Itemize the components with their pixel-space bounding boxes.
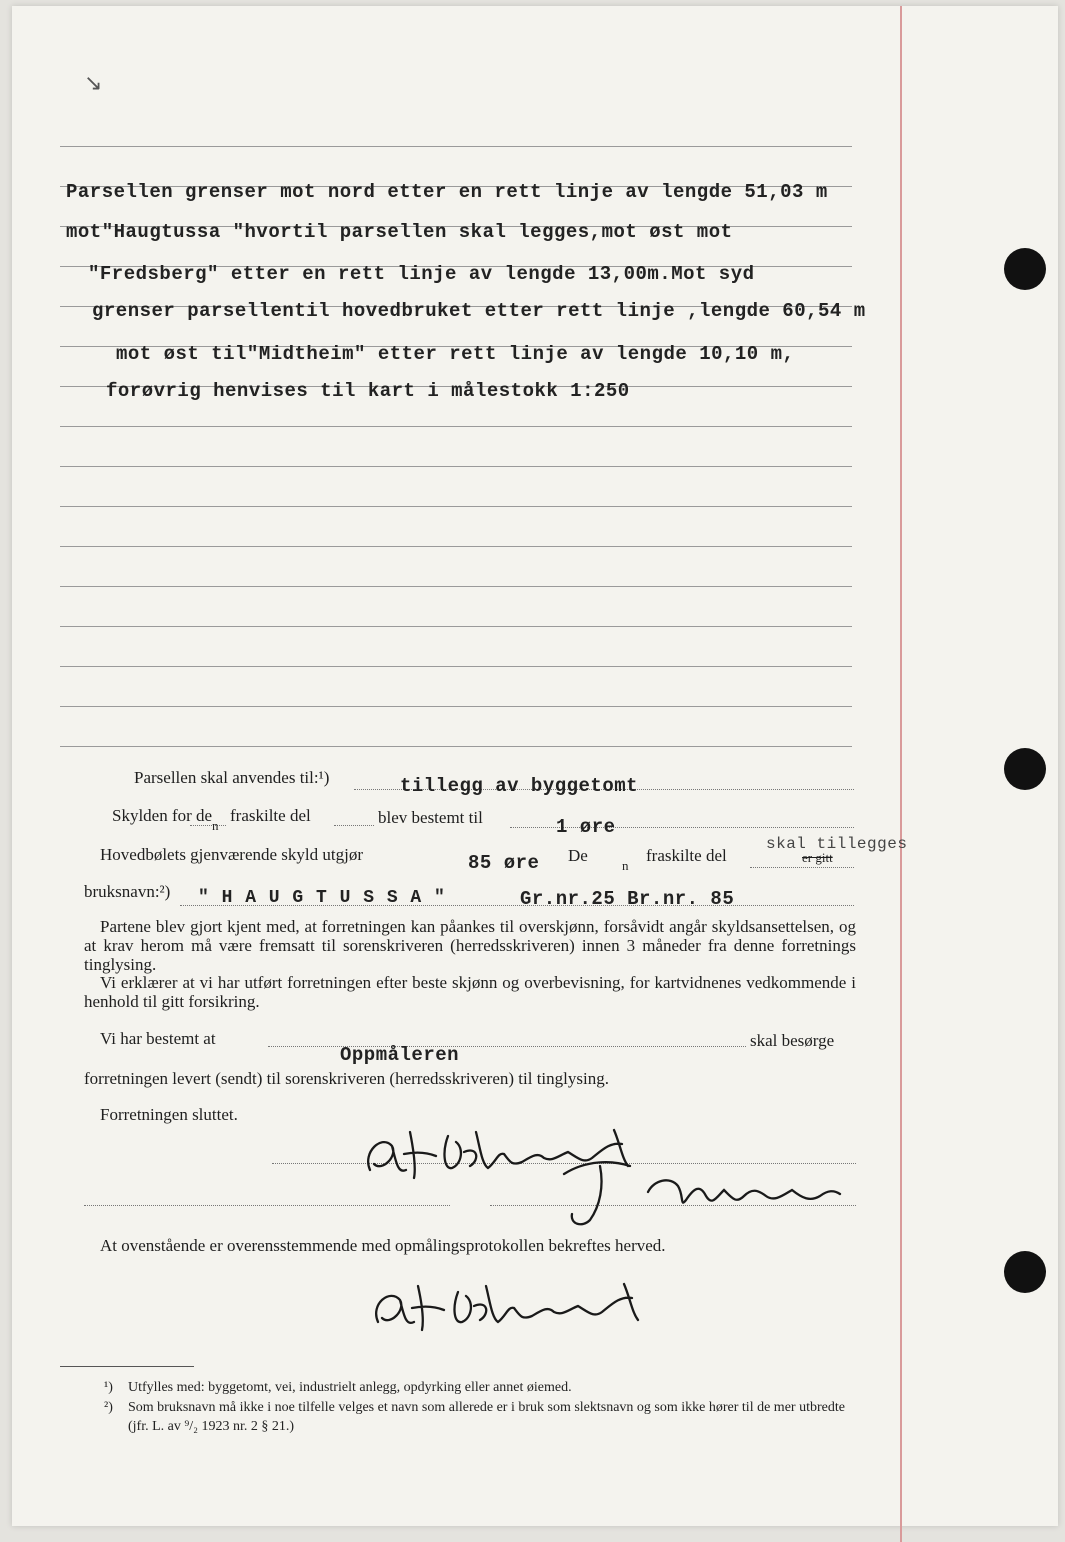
confirmation-text: At ovenstående er overensstemmende med opmålingsprotokollen bekreftes herved. bbox=[100, 1236, 666, 1255]
signature-3 bbox=[362, 1270, 662, 1340]
de-label: De bbox=[568, 846, 588, 865]
er-gitt-label: er gitt bbox=[802, 850, 833, 865]
ruled-line bbox=[60, 546, 852, 547]
typed-line: Parsellen grenser mot nord etter en rett linje av lengde 51,03 m bbox=[66, 181, 828, 203]
skylden-n: n bbox=[212, 818, 219, 833]
anvendes-value: tillegg av byggetomt bbox=[400, 775, 639, 797]
ruled-line bbox=[60, 146, 852, 147]
besorge-label: skal besørge bbox=[750, 1031, 835, 1050]
footnote-1: Utfylles med: byggetomt, vei, industrielt anlegg, opdyrking eller annet øiemed. bbox=[128, 1380, 572, 1395]
binder-hole bbox=[1004, 248, 1046, 290]
binder-hole bbox=[1004, 1251, 1046, 1293]
binder-hole bbox=[1004, 748, 1046, 790]
ruled-line bbox=[60, 666, 852, 667]
red-margin-line bbox=[900, 6, 902, 1542]
typed-line: grenser parsellentil hovedbruket etter rett linje ,lengde 60,54 m bbox=[92, 300, 866, 322]
sluttet-text: Forretningen sluttet. bbox=[100, 1105, 238, 1124]
hovedbol-value: 85 øre bbox=[468, 852, 540, 874]
skal-value: skal tillegges bbox=[766, 835, 908, 853]
bruksnavn-label: bruksnavn:²) bbox=[84, 882, 171, 901]
hovedbol-label: Hovedbølets gjenværende skyld utgjør bbox=[100, 845, 363, 864]
footnote-rule bbox=[60, 1366, 194, 1367]
signature-line bbox=[84, 1204, 450, 1206]
de-n: n bbox=[622, 858, 629, 873]
grnr-value: Gr.nr.25 Br.nr. 85 bbox=[520, 888, 735, 910]
ruled-line bbox=[60, 626, 852, 627]
footnote-2: Som bruksnavn må ikke i noe tilfelle velges et navn som allerede er i bruk som slektsnavn og som ikke hører til de mer utbredte (jfr. L. av ⁹/₂ 1923 nr. 2 § 21.) bbox=[128, 1400, 845, 1434]
ruled-line bbox=[60, 706, 852, 707]
footnote-1-number: ¹) bbox=[104, 1380, 113, 1395]
dotted-fill-line bbox=[334, 824, 374, 826]
bruksnavn-value: " H A U G T U S S A " bbox=[198, 888, 446, 908]
typed-line: mot"Haugtussa "hvortil parsellen skal legges,mot øst mot bbox=[66, 221, 733, 243]
skylden-value: 1 øre bbox=[556, 816, 616, 838]
ruled-line bbox=[60, 506, 852, 507]
fraskilte-label: fraskilte del bbox=[230, 806, 311, 825]
skylden-label: Skylden for de bbox=[112, 806, 213, 825]
bestemt-label: Vi har bestemt at bbox=[100, 1029, 216, 1048]
dotted-fill-line bbox=[750, 866, 854, 868]
typed-line: "Fredsberg" etter en rett linje av lengde 13,00m.Mot syd bbox=[88, 263, 755, 285]
ruled-line bbox=[60, 426, 852, 427]
fraskilte-del-label: fraskilte del bbox=[646, 846, 727, 865]
signature-2 bbox=[556, 1150, 846, 1234]
ruled-line bbox=[60, 746, 852, 747]
ruled-line bbox=[60, 586, 852, 587]
footnote-2-number: ²) bbox=[104, 1400, 113, 1415]
appeal-paragraph: Partene blev gjort kjent med, at forretningen kan påankes til overskjønn, forsåvidt angår skyldsansettelsen, og at krav herom må være fremsatt til sorenskriveren (herredsskriveren) innen 3 måneder fra denne forretnings tinglysing. bbox=[84, 917, 856, 974]
typed-line: mot øst til"Midtheim" etter rett linje av lengde 10,10 m, bbox=[116, 343, 795, 365]
typed-line: forøvrig henvises til kart i målestokk 1:250 bbox=[106, 380, 630, 402]
anvendes-label: Parsellen skal anvendes til:¹) bbox=[134, 768, 330, 787]
forretningen-levert-text: forretningen levert (sendt) til sorenskriveren (herredsskriveren) til tinglysing. bbox=[84, 1069, 609, 1088]
bestemt-label: blev bestemt til bbox=[378, 808, 483, 827]
dotted-fill-line bbox=[190, 824, 226, 826]
declaration-paragraph: Vi erklærer at vi har utført forretningen efter beste skjønn og overbevisning, for kartvidnenes vedkommende i henhold til gitt forsikring. bbox=[84, 973, 856, 1011]
ruled-line bbox=[60, 466, 852, 467]
bestemt-value: Oppmåleren bbox=[340, 1044, 460, 1066]
corner-mark: ↘ bbox=[84, 70, 103, 95]
